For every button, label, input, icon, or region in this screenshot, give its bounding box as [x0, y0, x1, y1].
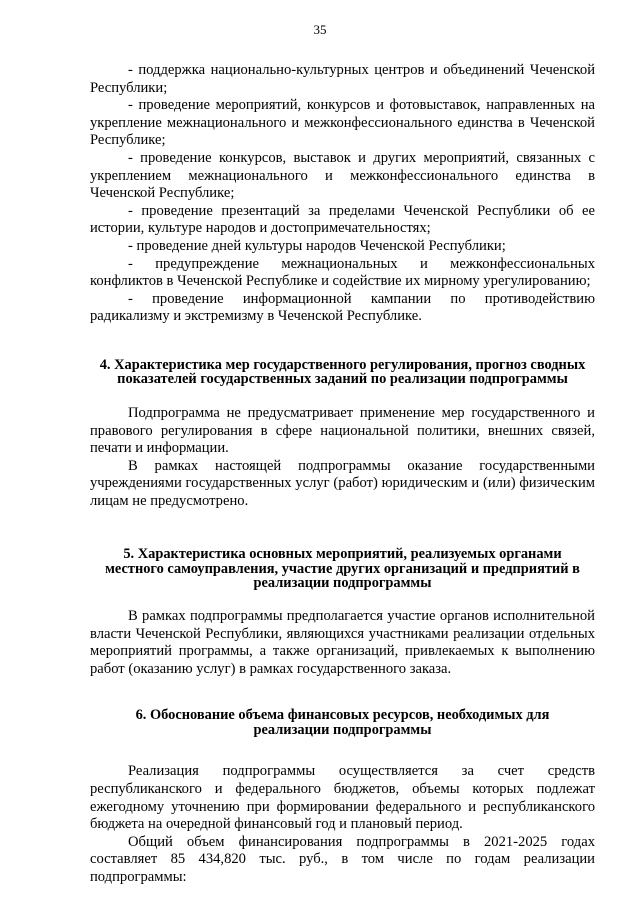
paragraph: Общий объем финансирования подпрограммы в 2021-2025 годах составляет 85 434,820 тыс. руб., в том числе по годам реализации подпрограммы: — [90, 833, 595, 885]
list-item: - предупреждение межнациональных и межконфессиональных конфликтов в Чеченской Республике и содействие их мирному урегулированию; — [90, 255, 595, 290]
section-5 — [90, 547, 595, 678]
paragraph: Реализация подпрограммы осуществляется за счет средств республиканского и федерального бюджетов, объемы которых подлежат ежегодному уточнению при формировании федерального и республиканского бюджета на очередной финансовый год и плановый период. — [90, 763, 595, 833]
section-6-heading: 6. Обоснование объема финансовых ресурсов, необходимых для реализации подпрограммы — [135, 707, 550, 738]
paragraph: В рамках настоящей подпрограммы оказание государственными учреждениями государственных услуг (работ) юридическим и (или) физическим лицам не предусмотрено. — [90, 457, 595, 509]
list-item: - проведение мероприятий, конкурсов и фотовыставок, направленных на укрепление межнационального и межконфессионального единства в Чеченской Республике; — [90, 97, 595, 149]
section-4-heading: 4. Характеристика мер государственного регулирования, прогноз сводных показателей государственных заданий по реализации подпрограммы — [99, 356, 586, 388]
list-item: - проведение презентаций за пределами Чеченской Республики об ее истории, культуре народов и достопримечательностях; — [90, 202, 595, 237]
list-item: - поддержка национально-культурных центров и объединений Чеченской Республики; — [90, 62, 595, 96]
page-number: 35 — [313, 22, 327, 37]
section-5-heading: 5. Характеристика основных мероприятий, реализуемых органами местного самоуправления, участие других организаций и предприятий в реализации подпрограммы — [105, 546, 580, 592]
bullet-list — [90, 62, 595, 326]
paragraph: Подпрограмма не предусматривает применение мер государственного и правового регулирования в сфере национальной политики, внешних связей, печати и информации. — [90, 404, 595, 457]
paragraph: В рамках подпрограммы предполагается участие органов исполнительной власти Чеченской Республики, являющихся участниками реализации отдельных мероприятий программы, а также организаций, привлекаемых к выполнению работ (оказанию услуг) в рамках государственного заказа. — [90, 607, 595, 677]
section-6 — [90, 708, 595, 886]
section-4 — [90, 358, 595, 511]
list-item: - проведение конкурсов, выставок и других мероприятий, связанных с укреплением межнационального и межконфессионального единства в Чеченской Республике; — [90, 149, 595, 202]
list-item: - проведение информационной кампании по противодействию радикализму и экстремизму в Чеченской Республике. — [90, 290, 595, 325]
list-item: - проведение дней культуры народов Чеченской Республики; — [128, 237, 506, 254]
document-body — [90, 62, 595, 887]
